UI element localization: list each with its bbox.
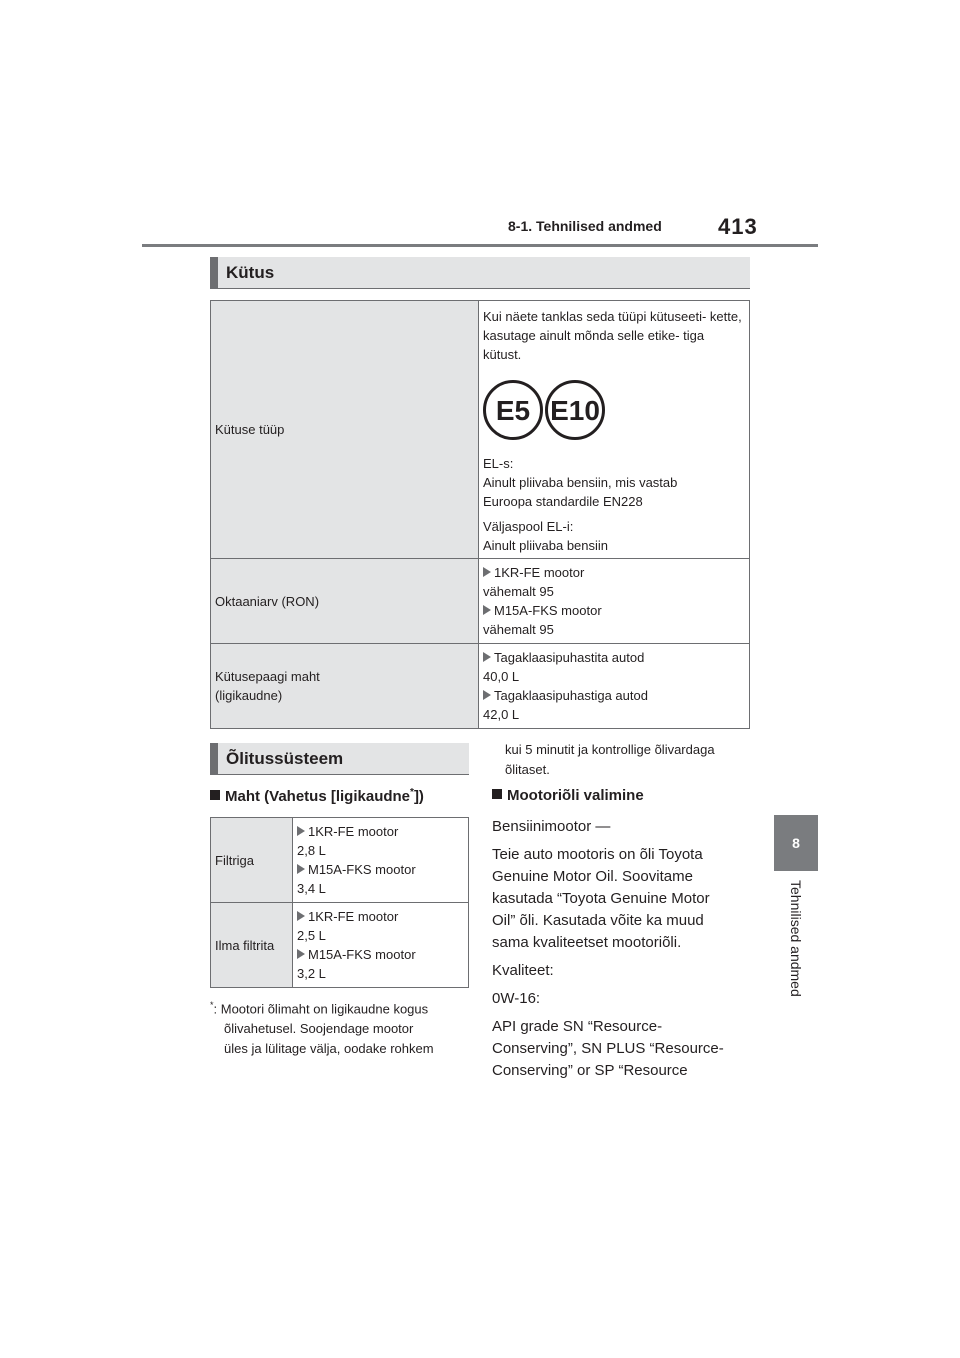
without-filter-label: Ilma filtrita	[215, 937, 275, 953]
octane-value-1: vähemalt 95	[483, 584, 554, 599]
without-filter-engine-1-name: 1KR-FE mootor	[308, 909, 399, 924]
with-filter-label: Filtriga	[215, 852, 255, 868]
tank-value-2: 42,0 L	[483, 707, 520, 722]
tank-value-1: 40,0 L	[483, 669, 520, 684]
fuel-section-heading	[210, 257, 750, 289]
octane-engine-1	[483, 563, 745, 582]
tank-variant-2-name: Tagaklaasipuhastiga autod	[494, 688, 648, 703]
tank-variant-1	[483, 648, 745, 667]
triangle-bullet-icon	[297, 864, 305, 874]
fuel-label-badges	[483, 380, 745, 440]
capacity-heading-close: ])	[413, 788, 424, 805]
triangle-bullet-icon	[297, 949, 305, 959]
footnote-continuation	[505, 740, 760, 780]
footnote-line-2: õlivahetusel. Soojendage mootor	[224, 1021, 414, 1037]
triangle-bullet-icon	[483, 690, 491, 700]
oil-capacity-table	[210, 817, 469, 988]
api-line-3: Conserving” or SP “Resource	[492, 1062, 688, 1079]
non-eu-text: Ainult pliivaba bensiin	[483, 538, 609, 553]
triangle-bullet-icon	[483, 567, 491, 577]
triangle-bullet-icon	[483, 652, 491, 662]
tank-variant-2	[483, 686, 745, 705]
without-filter-label-cell	[211, 903, 293, 988]
tank-value-cell	[479, 644, 750, 729]
engine-type-line: Bensiinimootor —	[492, 818, 611, 835]
with-filter-engine-1-name: 1KR-FE mootor	[308, 824, 399, 839]
eu-title: EL-s:	[483, 456, 514, 471]
fuel-type-row	[211, 301, 750, 559]
square-bullet-icon	[492, 789, 502, 799]
octane-value-2: vähemalt 95	[483, 622, 554, 637]
quality-label: Kvaliteet:	[492, 962, 554, 979]
oil-text-5: sama kvaliteetset mootoriõli.	[492, 934, 682, 951]
octane-label: Oktaaniarv (RON)	[215, 593, 320, 609]
with-filter-value-cell	[293, 818, 469, 903]
tank-variant-1-name: Tagaklaasipuhastita autod	[494, 650, 645, 665]
oil-selection-heading-text: Mootoriõli valimine	[507, 787, 644, 804]
triangle-bullet-icon	[297, 826, 305, 836]
oil-text-1: Teie auto mootoris on õli Toyota	[492, 846, 703, 863]
octane-value-cell	[479, 559, 750, 644]
viscosity-label: 0W-16:	[492, 990, 541, 1007]
oil-selection-heading	[492, 787, 644, 804]
fuel-type-intro: Kui näete tanklas seda tüüpi kütuseeti- kette, kasutage ainult mõnda selle etike- tiga kütust.	[483, 309, 742, 362]
capacity-footnote	[210, 995, 472, 1059]
chapter-title-text: Tehnilised andmed	[788, 880, 804, 997]
octane-row	[211, 559, 750, 644]
api-line-1: API grade SN “Resource-	[492, 1018, 663, 1035]
eu-text-1: Ainult pliivaba bensiin, mis vastab	[483, 475, 678, 490]
header-rule	[142, 244, 818, 247]
without-filter-value-1: 2,5 L	[297, 928, 326, 943]
with-filter-engine-2	[297, 860, 464, 879]
tank-label-2: (ligikaudne)	[215, 688, 283, 703]
without-filter-engine-1	[297, 907, 464, 926]
running-header-section: 8-1. Tehnilised andmed	[508, 218, 662, 234]
fuel-spec-table	[210, 300, 750, 729]
with-filter-engine-2-name: M15A-FKS mootor	[308, 862, 416, 877]
octane-engine-2	[483, 601, 745, 620]
square-bullet-icon	[210, 790, 220, 800]
tank-label-1: Kütusepaagi maht	[215, 669, 320, 684]
chapter-side-title	[774, 880, 818, 1030]
footnote-text-1: : Mootori õlimaht on ligikaudne kogus	[213, 1001, 429, 1017]
without-filter-value-2: 3,2 L	[297, 966, 326, 981]
oil-with-filter-row	[211, 818, 469, 903]
eu-text-2: Euroopa standardile EN228	[483, 494, 643, 509]
oil-without-filter-row	[211, 903, 469, 988]
e5-badge-icon: E5	[483, 380, 543, 440]
oil-text-2: Genuine Motor Oil. Soovitame	[492, 868, 693, 885]
oil-selection-body	[492, 816, 760, 1082]
capacity-footnote-mark: *	[410, 787, 414, 798]
octane-label-cell	[211, 559, 479, 644]
fuel-type-label: Kütuse tüüp	[215, 422, 285, 437]
footnote-mark: *	[210, 1000, 214, 1010]
with-filter-label-cell	[211, 818, 293, 903]
e10-badge-icon: E10	[545, 380, 605, 440]
tank-row	[211, 644, 750, 729]
without-filter-engine-2	[297, 945, 464, 964]
triangle-bullet-icon	[297, 911, 305, 921]
non-eu-title: Väljaspool EL-i:	[483, 519, 574, 534]
octane-engine-2-name: M15A-FKS mootor	[494, 603, 602, 618]
lube-section-heading	[210, 743, 469, 775]
oil-text-4: Oil” õli. Kasutada võite ka muud	[492, 912, 704, 929]
without-filter-engine-2-name: M15A-FKS mootor	[308, 947, 416, 962]
footnote-line-3: üles ja lülitage välja, oodake rohkem	[224, 1041, 434, 1057]
footnote-line-1	[210, 995, 472, 1019]
footnote-cont-2: õlitaset.	[505, 762, 550, 777]
lube-heading-text: Õlitussüsteem	[226, 748, 344, 768]
triangle-bullet-icon	[483, 605, 491, 615]
chapter-tab-number: 8	[774, 815, 818, 871]
footnote-cont-1: kui 5 minutit ja kontrollige õlivardaga	[505, 742, 715, 757]
capacity-heading-text: Maht (Vahetus [ligikaudne	[225, 788, 411, 805]
with-filter-value-2: 3,4 L	[297, 881, 326, 896]
capacity-subheading	[210, 787, 424, 805]
api-line-2: Conserving”, SN PLUS “Resource-	[492, 1040, 724, 1057]
octane-engine-1-name: 1KR-FE mootor	[494, 565, 585, 580]
fuel-heading-text: Kütus	[226, 262, 275, 282]
page-number: 413	[718, 214, 758, 239]
fuel-type-label-cell	[211, 301, 479, 559]
oil-text-3: kasutada “Toyota Genuine Motor	[492, 890, 710, 907]
with-filter-value-1: 2,8 L	[297, 843, 326, 858]
fuel-type-value-cell	[479, 301, 750, 559]
tank-label-cell	[211, 644, 479, 729]
without-filter-value-cell	[293, 903, 469, 988]
with-filter-engine-1	[297, 822, 464, 841]
